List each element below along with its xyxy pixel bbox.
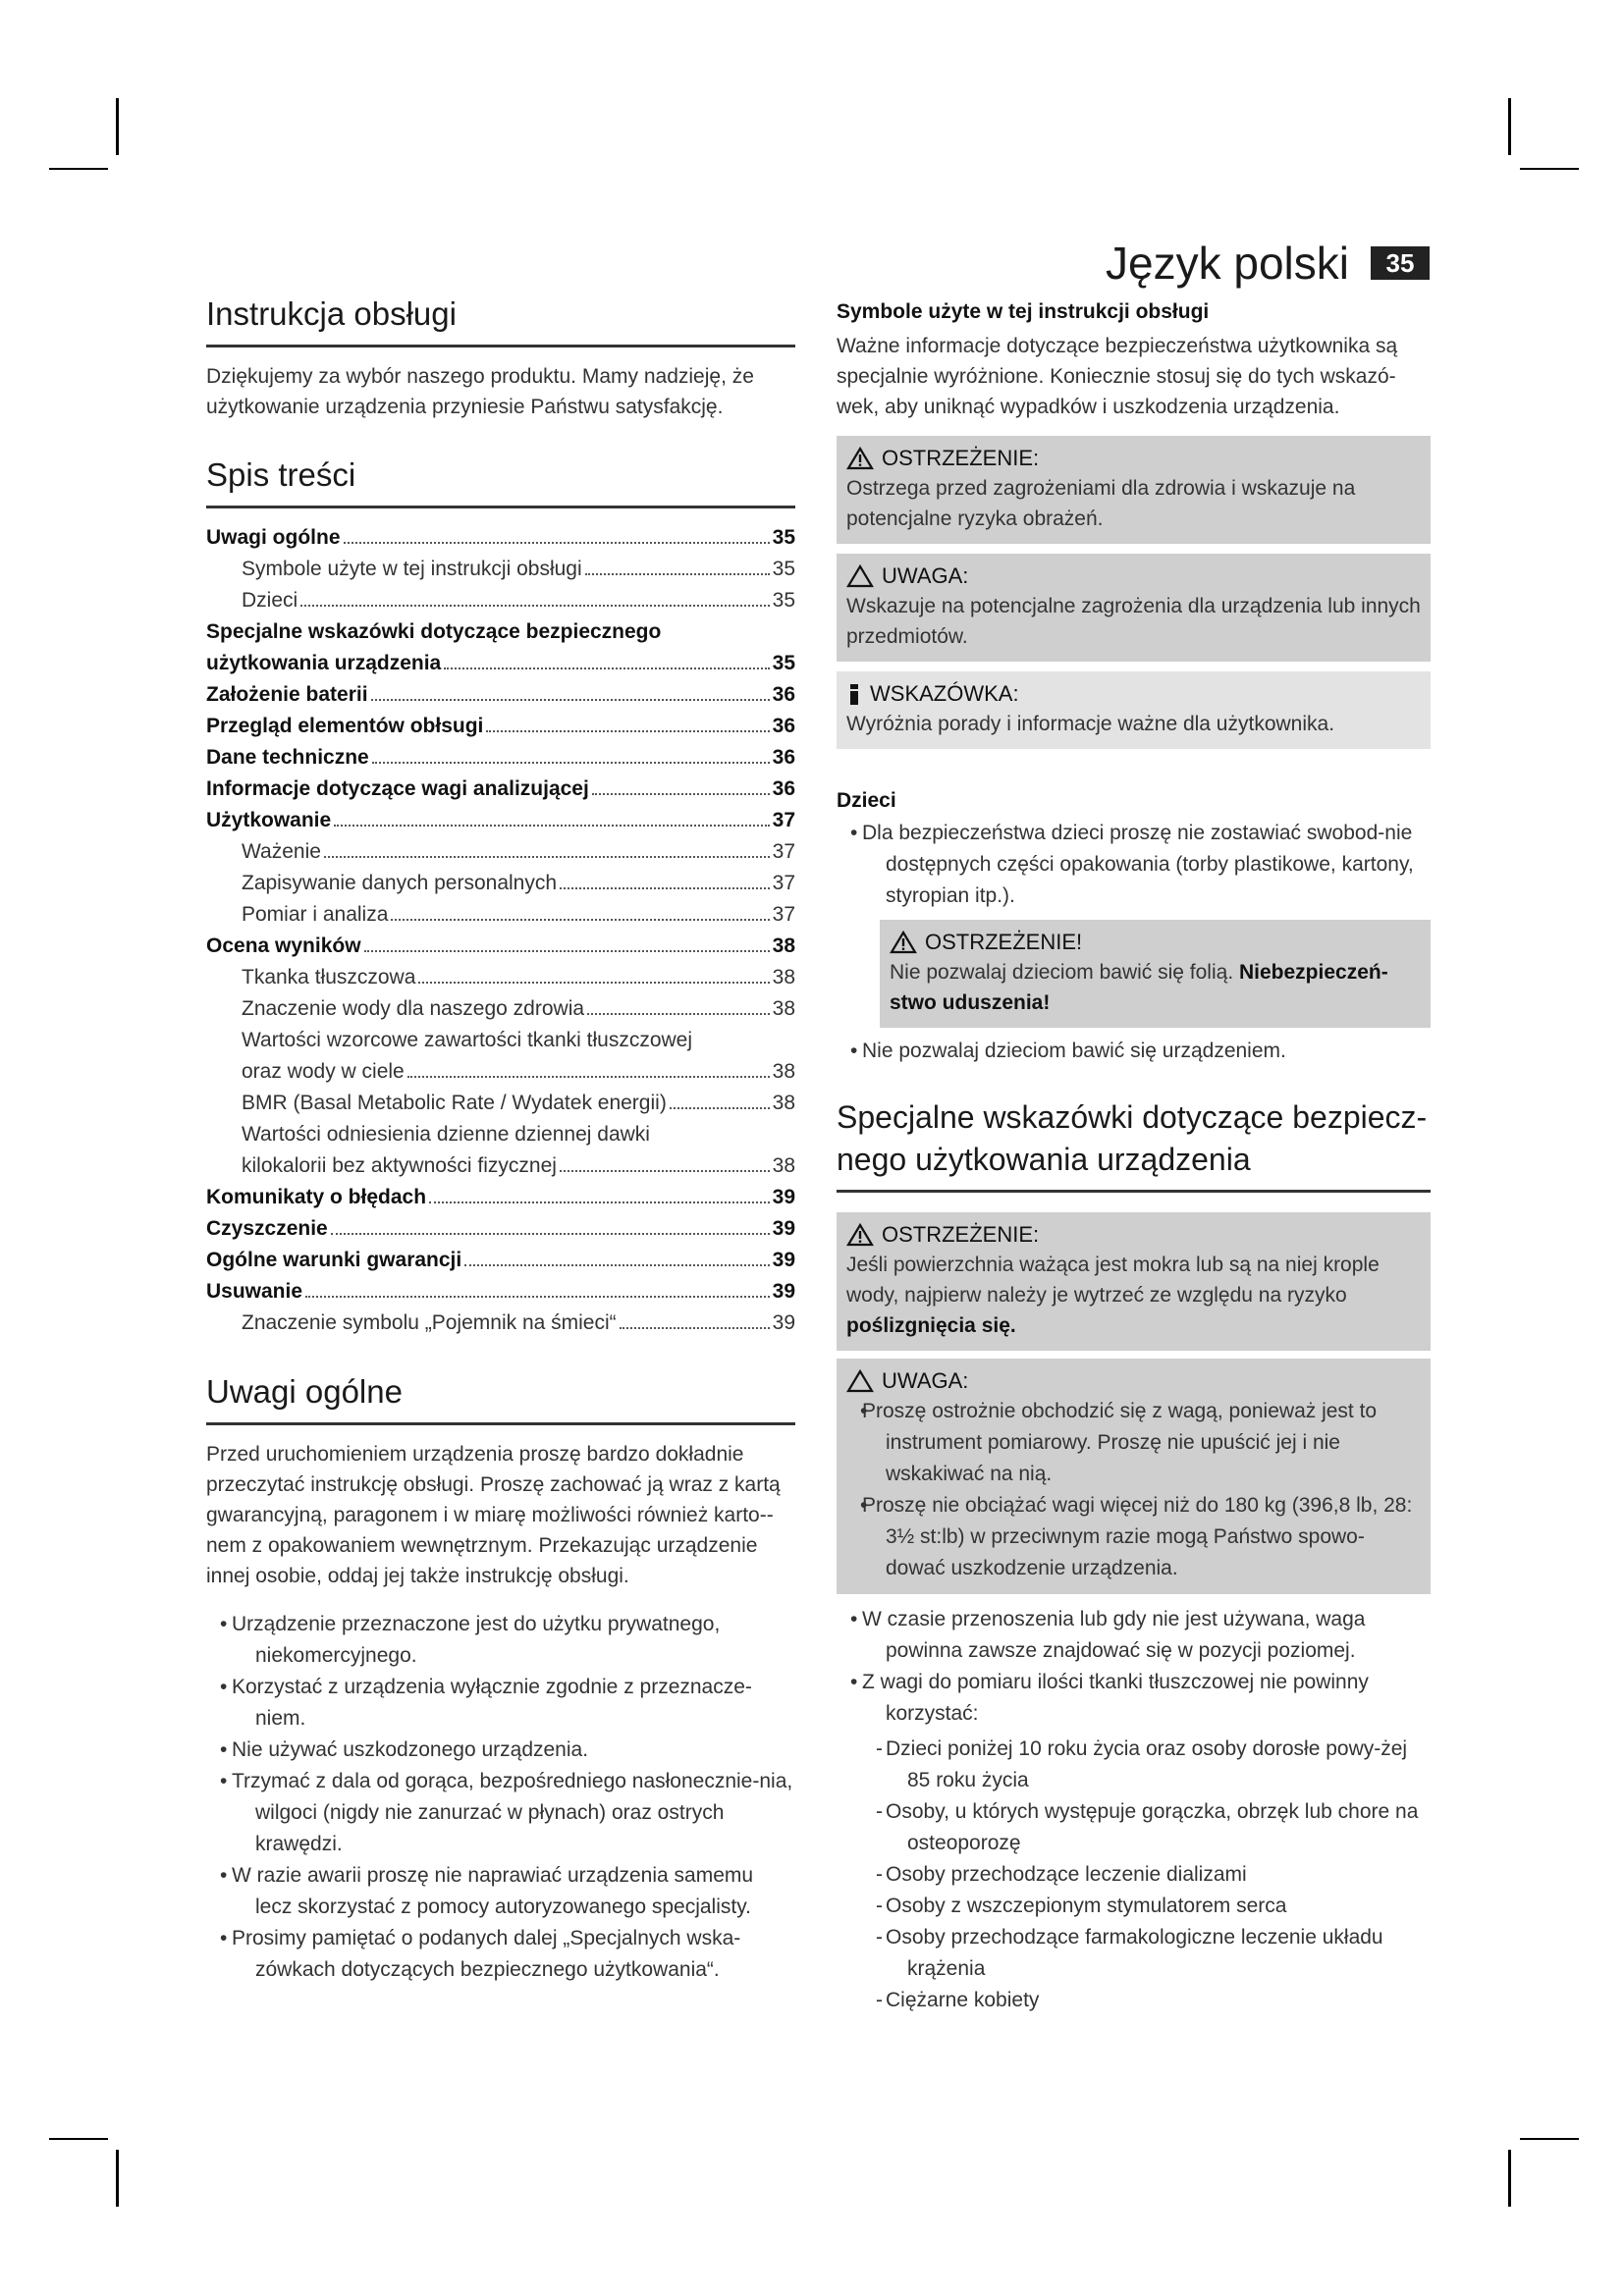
list-item: • Proszę ostrożnie obchodzić się z wagą, ponieważ jest to instrument pomiarowy. Proszę nie upuścić jej i nie wskakiwać na nią.	[846, 1396, 1421, 1490]
special-list	[837, 1604, 1431, 1730]
warning-label: OSTRZEŻENIE:	[882, 446, 1040, 470]
list-item: • Korzystać z urządzenia wyłącznie zgodnie z przeznacze-niem.	[206, 1672, 795, 1735]
toc-entry[interactable]: Dzieci 35	[242, 589, 795, 612]
warning-triangle-icon	[846, 447, 874, 470]
symbols-title: Symbole użyte w tej instrukcji obsługi	[837, 300, 1210, 323]
toc-entry-line[interactable]: Wartości wzorcowe zawartości tkanki tłuszczowej	[242, 1029, 693, 1051]
list-item: - Osoby przechodzące leczenie dializami	[837, 1859, 1431, 1891]
caution-text: Wskazuje na potencjalne zagrożenia dla urządzenia lub innych przedmiotów.	[846, 595, 1421, 648]
toc-entry[interactable]: Znaczenie wody dla naszego zdrowia 38	[242, 997, 795, 1020]
page-number-badge: 35	[1371, 246, 1430, 280]
list-item: • Proszę nie obciążać wagi więcej niż do 180 kg (396,8 lb, 28: 3½ st:lb) w przeciwnym razie mogą Państwo spowo-dować uszkodzenie urządzenia.	[846, 1490, 1421, 1584]
toc-entry[interactable]: Usuwanie 39	[206, 1280, 795, 1303]
general-notes-title: Uwagi ogólne	[206, 1370, 795, 1425]
table-of-contents	[206, 522, 795, 1339]
special-warning-box	[837, 1212, 1431, 1351]
toc-entry[interactable]: Tkanka tłuszczowa 38	[242, 966, 795, 988]
toc-entry-line[interactable]: Wartości odniesienia dzienne dziennej dawki	[242, 1123, 650, 1146]
warning-triangle-icon	[846, 1223, 874, 1247]
special-caution-box	[837, 1359, 1431, 1594]
list-item: • Nie używać uszkodzonego urządzenia.	[206, 1735, 795, 1766]
toc-entry[interactable]: Ważenie 37	[242, 840, 795, 863]
toc-entry[interactable]: użytkowania urządzenia 35	[206, 652, 795, 674]
list-item: - Dzieci poniżej 10 roku życia oraz osoby dorosłe powy-żej 85 roku życia	[837, 1734, 1431, 1796]
info-icon	[846, 682, 862, 706]
toc-title: Spis treści	[206, 454, 795, 508]
special-title: Specjalne wskazówki dotyczące bezpiecz-nego użytkowania urządzenia	[837, 1096, 1431, 1193]
toc-entry[interactable]: Informacje dotyczące wagi analizującej 36	[206, 777, 795, 800]
toc-entry[interactable]: Użytkowanie 37	[206, 809, 795, 831]
toc-entry-line[interactable]: Specjalne wskazówki dotyczące bezpiecznego	[206, 620, 662, 643]
right-column	[837, 297, 1431, 2016]
special-warning-emphasis: poślizgnięcia się.	[846, 1314, 1016, 1337]
toc-entry[interactable]: Założenie baterii 36	[206, 683, 795, 706]
language-title: Język polski	[1106, 238, 1349, 289]
toc-entry[interactable]: Znaczenie symbolu „Pojemnik na śmieci“ 39	[242, 1311, 795, 1334]
warning-triangle-icon	[890, 931, 917, 954]
children-title: Dzieci	[837, 789, 896, 812]
crop-mark	[116, 98, 119, 155]
list-item: • W razie awarii proszę nie naprawiać urządzenia samemu lecz skorzystać z pomocy autoryzowanego specjalisty.	[206, 1860, 795, 1923]
warning-text: Ostrzega przed zagrożeniami dla zdrowia i wskazuje na potencjalne ryzyka obrażeń.	[846, 477, 1356, 530]
symbols-text: Ważne informacje dotyczące bezpieczeństwa użytkownika są specjalnie wyróżnione. Koniecznie stosuj się do tych wskazó-wek, aby uniknąć wypadków i uszkodzenia urządzenia.	[837, 335, 1398, 418]
children-warning-emphasis: Niebezpieczeń-stwo uduszenia!	[890, 961, 1388, 1014]
toc-entry[interactable]: Symbole użyte w tej instrukcji obsługi 35	[242, 558, 795, 580]
hint-box	[837, 671, 1431, 749]
crop-mark	[1520, 168, 1579, 170]
page-header	[1106, 234, 1430, 293]
warning-box	[837, 436, 1431, 544]
intro-text: Dziękujemy za wybór naszego produktu. Mamy nadzieję, że użytkowanie urządzenia przyniesie Państwu satysfakcję.	[206, 365, 754, 418]
hint-label: WSKAZÓWKA:	[870, 681, 1019, 706]
special-warning-label: OSTRZEŻENIE:	[882, 1222, 1040, 1247]
general-notes-text: Przed uruchomieniem urządzenia proszę bardzo dokładnie przeczytać instrukcję obsługi. Proszę zachować ją wraz z kartą gwarancyjną, paragonem i w miarę możliwości również karto--nem z opakowaniem wewnętrznym. Przekazując urządzenie innej osobie, oddaj jej także instrukcję obsługi.	[206, 1443, 781, 1587]
list-item: • Urządzenie przeznaczone jest do użytku prywatnego, niekomercyjnego.	[206, 1609, 795, 1672]
crop-mark	[1508, 98, 1511, 155]
special-caution-list	[846, 1396, 1421, 1584]
crop-mark	[116, 2150, 119, 2207]
special-warning-text: Jeśli powierzchnia ważąca jest mokra lub są na niej krople wody, najpierw należy je wytrzeć ze względu na ryzyko	[846, 1254, 1380, 1307]
toc-entry[interactable]: Dane techniczne 36	[206, 746, 795, 769]
caution-label: UWAGA:	[882, 563, 969, 588]
list-item: - Osoby, u których występuje gorączka, obrzęk lub chore na osteoporozę	[837, 1796, 1431, 1859]
crop-mark	[1508, 2150, 1511, 2207]
crop-mark	[49, 2138, 108, 2140]
toc-entry[interactable]: Ogólne warunki gwarancji 39	[206, 1249, 795, 1271]
list-item: - Osoby z wszczepionym stymulatorem serca	[837, 1891, 1431, 1922]
left-column	[206, 293, 795, 1986]
list-item: - Ciężarne kobiety	[837, 1985, 1431, 2016]
caution-triangle-icon	[846, 1369, 874, 1393]
children-warning-box	[880, 920, 1431, 1028]
list-item: • W czasie przenoszenia lub gdy nie jest używana, waga powinna zawsze znajdować się w pozycji poziomej.	[837, 1604, 1431, 1667]
children-warning-label: OSTRZEŻENIE!	[925, 930, 1083, 954]
children-list-2	[837, 1036, 1431, 1067]
toc-entry[interactable]: Uwagi ogólne 35	[206, 526, 795, 549]
crop-mark	[49, 168, 108, 170]
caution-triangle-icon	[846, 564, 874, 588]
toc-entry[interactable]: oraz wody w ciele 38	[242, 1060, 795, 1083]
list-item: - Osoby przechodzące farmakologiczne leczenie układu krążenia	[837, 1922, 1431, 1985]
toc-entry[interactable]: Pomiar i analiza 37	[242, 903, 795, 926]
toc-entry[interactable]: Przegląd elementów obłsugi 36	[206, 715, 795, 737]
toc-entry[interactable]: Ocena wyników 38	[206, 934, 795, 957]
list-item: • Dla bezpieczeństwa dzieci proszę nie zostawiać swobod-nie dostępnych części opakowania (torby plastikowe, kartony, styropian itp.).	[837, 818, 1431, 912]
list-item: • Trzymać z dala od gorąca, bezpośredniego nasłonecznie-nia, wilgoci (nigdy nie zanurzać w płynach) oraz ostrych krawędzi.	[206, 1766, 795, 1860]
list-item: • Nie pozwalaj dzieciom bawić się urządzeniem.	[837, 1036, 1431, 1067]
toc-entry[interactable]: Komunikaty o błędach 39	[206, 1186, 795, 1208]
crop-mark	[1520, 2138, 1579, 2140]
special-caution-label: UWAGA:	[882, 1368, 969, 1393]
general-notes-list	[206, 1609, 795, 1986]
toc-entry[interactable]: Czyszczenie 39	[206, 1217, 795, 1240]
list-item: • Prosimy pamiętać o podanych dalej „Specjalnych wska-zówkach dotyczących bezpiecznego użytkowania“.	[206, 1923, 795, 1986]
toc-entry[interactable]: BMR (Basal Metabolic Rate / Wydatek energii) 38	[242, 1092, 795, 1114]
list-item: • Z wagi do pomiaru ilości tkanki tłuszczowej nie powinny korzystać:	[837, 1667, 1431, 1730]
children-warning-text: Nie pozwalaj dzieciom bawić się folią.	[890, 961, 1234, 984]
toc-entry[interactable]: Zapisywanie danych personalnych 37	[242, 872, 795, 894]
caution-box	[837, 554, 1431, 662]
special-dash-list	[837, 1734, 1431, 2016]
intro-title: Instrukcja obsługi	[206, 293, 795, 347]
children-list	[837, 818, 1431, 912]
toc-entry[interactable]: kilokalorii bez aktywności fizycznej 38	[242, 1154, 795, 1177]
hint-text: Wyróżnia porady i informacje ważne dla użytkownika.	[846, 713, 1335, 735]
